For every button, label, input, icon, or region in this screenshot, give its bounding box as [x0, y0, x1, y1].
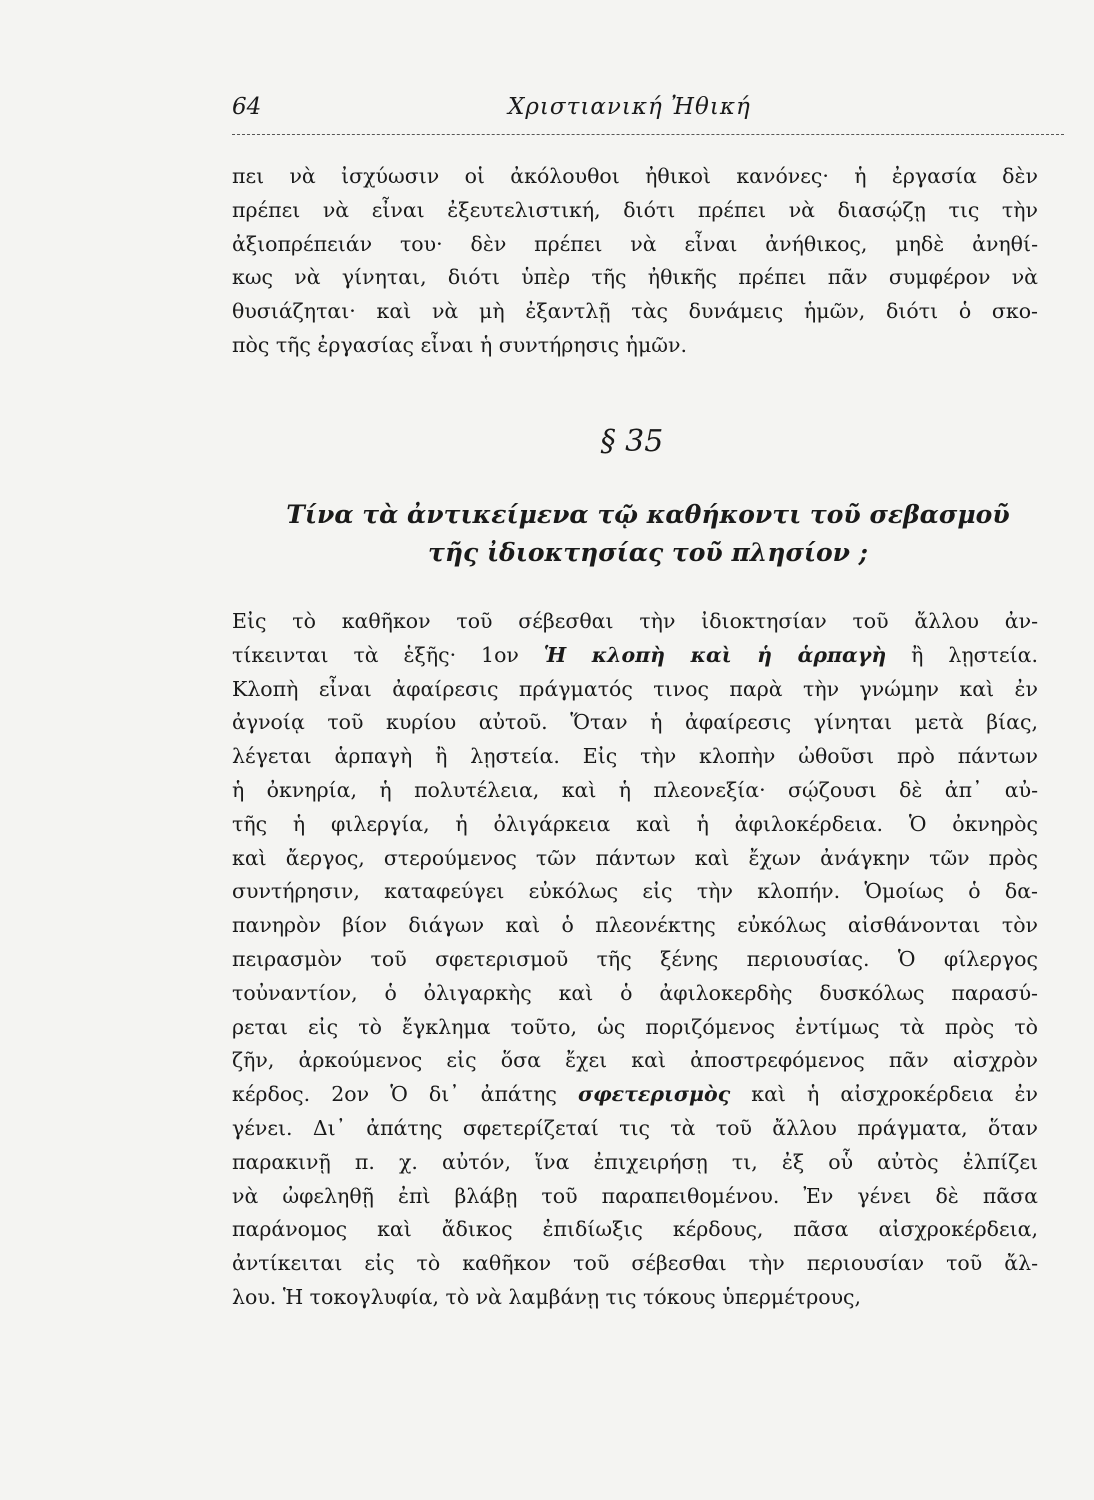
text-line	[232, 1078, 1038, 1112]
text-line	[232, 1146, 1038, 1180]
text-line: πρέπει νὰ εἶναι ἐξευτελιστική, διότι πρέπει νὰ διασῴζῃ τις τὴν	[232, 197, 1038, 222]
text-line	[232, 605, 1038, 639]
paragraph-property-offenses	[232, 605, 1038, 1315]
text-segment: πανηρὸν βίον διάγων καὶ ὁ πλεονέκτης εὐκόλως αἰσθάνονται τὸν	[232, 913, 1038, 938]
text-segment: ἀντίκειται εἰς τὸ καθῆκον τοῦ σέβεσθαι τὴν περιουσίαν τοῦ ἄλ-	[232, 1251, 1038, 1276]
text-line	[232, 639, 1038, 673]
text-segment: ἀγνοίᾳ τοῦ κυρίου αὐτοῦ. Ὅταν ἡ ἀφαίρεσις γίνηται μετὰ βίας,	[232, 710, 1038, 735]
text-line	[232, 774, 1038, 808]
text-line	[232, 1281, 1038, 1315]
text-line: κως νὰ γίνηται, διότι ὑπὲρ τῆς ἠθικῆς πρέπει πᾶν συμφέρον νὰ	[232, 265, 1038, 290]
text-line	[232, 1112, 1038, 1146]
text-line	[232, 977, 1038, 1011]
text-line	[232, 808, 1038, 842]
text-line	[232, 1011, 1038, 1045]
text-segment: λέγεται ἁρπαγὴ ἢ λῃστεία. Εἰς τὴν κλοπὴν ὠθοῦσι πρὸ πάντων	[232, 744, 1038, 769]
text-segment: καὶ ἄεργος, στερούμενος τῶν πάντων καὶ ἔχων ἀνάγκην τῶν πρὸς	[232, 845, 1038, 870]
section-question-heading	[232, 496, 1064, 572]
text-line	[232, 909, 1038, 943]
text-segment: ρεται εἰς τὸ ἔγκλημα τοῦτο, ὡς ποριζόμενος ἐντίμως τὰ πρὸς τὸ	[232, 1014, 1038, 1039]
emphasized-term: Ἡ κλοπὴ καὶ ἡ ἁρπαγὴ	[543, 642, 887, 667]
emphasized-term: σφετερισμὸς	[577, 1082, 731, 1107]
text-line: πει νὰ ἰσχύωσιν οἱ ἀκόλουθοι ἠθικοὶ κανόνες· ἡ ἐργασία δὲν	[232, 164, 1038, 188]
text-line	[232, 740, 1038, 774]
text-segment: Εἰς τὸ καθῆκον τοῦ σέβεσθαι τὴν ἰδιοκτησίαν τοῦ ἄλλου ἀν-	[232, 609, 1038, 633]
text-line	[232, 673, 1038, 707]
text-line	[232, 1180, 1038, 1214]
text-line: ἀξιοπρέπειάν του· δὲν πρέπει νὰ εἶναι ἀνήθικος, μηδὲ ἀνηθί-	[232, 231, 1038, 256]
section-number: § 35	[600, 424, 664, 459]
text-segment: γένει. Δι᾽ ἀπάτης σφετερίζεταί τις τὰ τοῦ ἄλλου πράγματα, ὅταν	[232, 1115, 1038, 1140]
text-segment: λου. Ἡ τοκογλυφία, τὸ νὰ λαμβάνῃ τις τόκους ὑπερμέτρους,	[232, 1284, 862, 1309]
text-segment: καὶ ἡ αἰσχροκέρδεια ἐν	[730, 1082, 1038, 1107]
text-segment: συντήρησιν, καταφεύγει εὐκόλως εἰς τὴν κλοπήν. Ὁμοίως ὁ δα-	[232, 879, 1038, 904]
paragraph-work-ethics	[232, 160, 1038, 363]
text-segment: παράνομος καὶ ἄδικος ἐπιδίωξις κέρδους, πᾶσα αἰσχροκέρδεια,	[232, 1217, 1038, 1242]
text-line	[232, 1213, 1038, 1247]
question-line: Τίνα τὰ ἀντικείμενα τῷ καθήκοντι τοῦ σεβασμοῦ	[286, 500, 1010, 529]
question-line: τῆς ἰδιοκτησίας τοῦ πλησίον ;	[428, 538, 868, 567]
page-number: 64	[232, 94, 262, 120]
text-line	[232, 943, 1038, 977]
text-segment: τίκεινται τὰ ἑξῆς· 1ον	[232, 642, 544, 667]
text-line: πὸς τῆς ἐργασίας εἶναι ἡ συντήρησις ἡμῶν.	[232, 332, 687, 357]
text-segment: ἡ ὀκνηρία, ἡ πολυτέλεια, καὶ ἡ πλεονεξία· σῴζουσι δὲ ἀπ᾽ αὐ-	[232, 777, 1038, 802]
text-segment: ἢ λῃστεία.	[886, 642, 1038, 667]
text-segment: τῆς ἡ φιλεργία, ἡ ὀλιγάρκεια καὶ ἡ ἀφιλοκέρδεια. Ὁ ὀκνηρὸς	[232, 811, 1038, 836]
running-header	[232, 94, 1064, 134]
text-line	[232, 842, 1038, 876]
text-segment: τοὐναντίον, ὁ ὀλιγαρκὴς καὶ ὁ ἀφιλοκερδὴς δυσκόλως παρασύ-	[232, 980, 1038, 1005]
running-title: Χριστιανική Ἠθική	[508, 94, 751, 120]
text-segment: κέρδος. 2ον Ὁ δι᾽ ἀπάτης	[232, 1082, 578, 1107]
header-rule	[232, 134, 1064, 135]
text-line	[232, 1247, 1038, 1281]
text-line: θυσιάζηται· καὶ νὰ μὴ ἐξαντλῇ τὰς δυνάμεις ἡμῶν, διότι ὁ σκο-	[232, 299, 1038, 324]
text-line	[232, 875, 1038, 909]
text-segment: νὰ ὠφεληθῇ ἐπὶ βλάβῃ τοῦ παραπειθομένου. Ἐν γένει δὲ πᾶσα	[232, 1183, 1038, 1208]
text-line	[232, 1044, 1038, 1078]
text-segment: παρακινῇ π. χ. αὐτόν, ἵνα ἐπιχειρήσῃ τι, ἐξ οὗ αὐτὸς ἐλπίζει	[232, 1149, 1038, 1174]
text-segment: πειρασμὸν τοῦ σφετερισμοῦ τῆς ξένης περιουσίας. Ὁ φίλεργος	[232, 946, 1038, 971]
text-line	[232, 706, 1038, 740]
text-segment: ζῆν, ἀρκούμενος εἰς ὅσα ἔχει καὶ ἀποστρεφόμενος πᾶν αἰσχρὸν	[232, 1048, 1038, 1073]
text-segment: Κλοπὴ εἶναι ἀφαίρεσις πράγματός τινος παρὰ τὴν γνώμην καὶ ἐν	[232, 676, 1038, 701]
